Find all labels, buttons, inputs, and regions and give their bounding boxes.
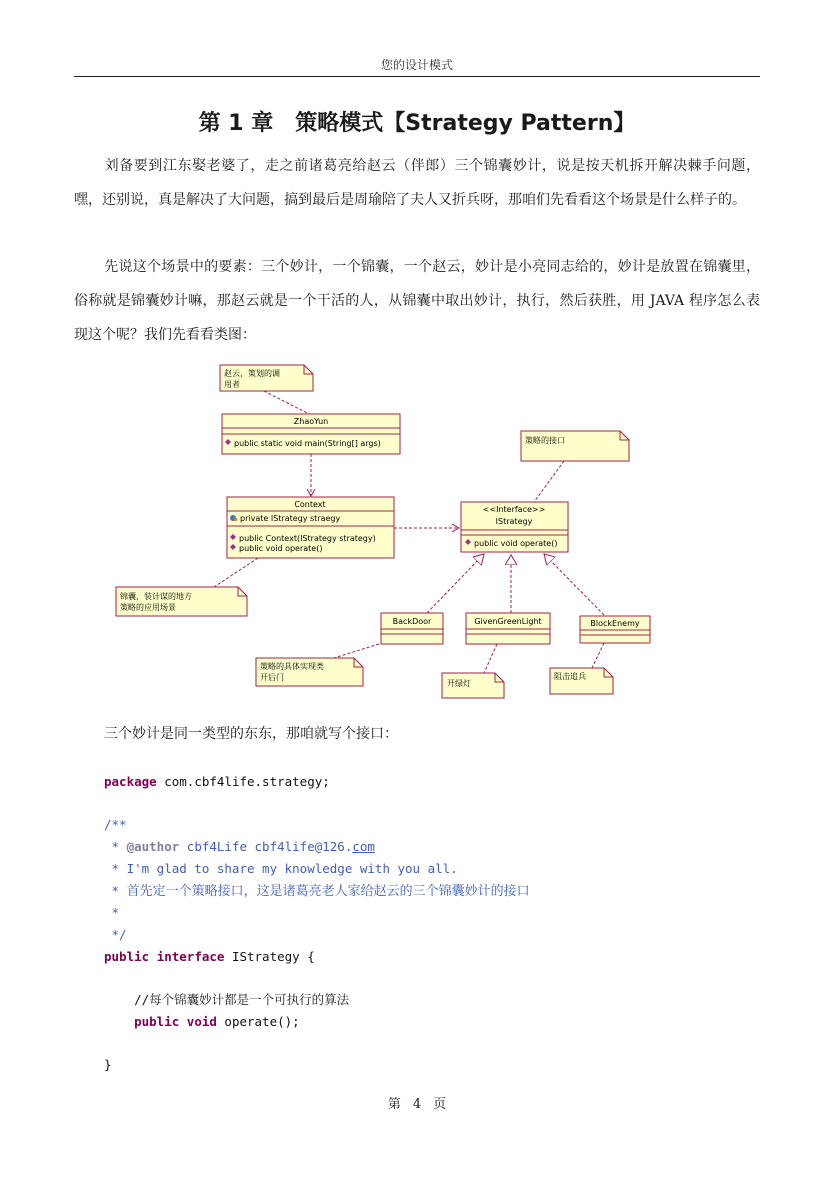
code-line-share: * I'm glad to share my knowledge with you all.: [104, 861, 458, 876]
footer-ye: 页: [433, 1097, 447, 1112]
realize-blockenemy: [544, 554, 604, 615]
code-line-comment-open: /**: [104, 817, 127, 832]
note-zhaoyun-link: [264, 391, 309, 414]
page-number: 4: [412, 1097, 422, 1112]
code-line-star: *: [104, 905, 120, 920]
note-interface-text: 策略的接口: [525, 436, 565, 445]
note-block-link: [592, 643, 604, 668]
page-footer: [0, 1093, 834, 1112]
paragraph-interface-text: 三个妙计是同一类型的东东，那咱就写个接口：: [104, 726, 398, 742]
header-rule: [74, 76, 760, 77]
note-backdoor: [256, 658, 363, 686]
code-line-comment-close: */: [104, 927, 127, 942]
code-text: *: [104, 883, 127, 898]
note-zhaoyun: [220, 365, 313, 391]
uml-class-diagram: [104, 355, 664, 707]
class-backdoor: [381, 613, 443, 644]
code-keyword: package: [104, 774, 157, 789]
class-context-method-1: public Context(IStrategy strategy): [239, 534, 376, 543]
note-backdoor-link: [334, 644, 379, 658]
class-givengreenlight: [466, 613, 550, 644]
class-zhaoyun-method: public static void main(String[] args): [234, 439, 381, 448]
class-context-attr: private IStrategy straegy: [240, 514, 341, 523]
note-interface: [521, 431, 629, 461]
note-interface-link: [534, 461, 564, 502]
class-context-method-2: public void operate(): [239, 544, 323, 553]
note-zhaoyun-line1: 赵云，策划的调: [224, 369, 280, 378]
code-line-close-brace: }: [104, 1057, 112, 1072]
class-zhaoyun: [222, 414, 400, 454]
code-line-interface-decl: [104, 947, 315, 967]
class-givengreenlight-name: GivenGreenLight: [474, 617, 542, 626]
note-context: [116, 587, 247, 616]
paragraph-intro: [74, 149, 760, 217]
code-line-package: [104, 772, 330, 792]
class-context-name: Context: [294, 500, 326, 509]
code-text: cbf4Life cbf4life@126.: [179, 839, 353, 854]
note-green: [442, 673, 504, 698]
chapter-title: 第 1 章 策略模式【Strategy Pattern】: [198, 111, 636, 136]
code-text: //: [104, 992, 150, 1007]
private-lock-icon: [234, 518, 237, 521]
realize-backdoor: [427, 554, 484, 613]
page-header: 您的设计模式: [380, 58, 453, 72]
code-keyword: public: [104, 949, 150, 964]
note-context-line2: 策略的应用场景: [120, 603, 176, 612]
note-zhaoyun-line2: 用者: [224, 380, 240, 389]
code-line-author: [104, 837, 375, 857]
class-context: [227, 497, 394, 558]
code-line-chinese-comment: [104, 881, 530, 901]
note-context-line1: 锦囊，装计谋的地方: [120, 592, 192, 601]
code-text: com.cbf4life.strategy;: [156, 774, 330, 789]
code-link: com: [352, 839, 375, 854]
class-zhaoyun-name: ZhaoYun: [293, 417, 329, 426]
code-text: IStrategy {: [224, 949, 315, 964]
class-blockenemy: [580, 616, 650, 643]
paragraph-elements-text: 先说这个场景中的要素：三个妙计，一个锦囊，一个赵云，妙计是小亮同志给的，妙计是放置在锦囊里，俗称就是锦囊妙计嘛，那赵云就是一个干活的人，从锦囊中取出妙计，执行，然后获胜，用 JAVA 程序怎么表现这个呢？我们先看看类图：: [74, 259, 760, 343]
paragraph-intro-text: 刘备要到江东娶老婆了，走之前诸葛亮给赵云（伴郎）三个锦囊妙计，说是按天机拆开解决棘手问题，嘿，还别说，真是解决了大问题，搞到最后是周瑜陪了夫人又折兵呀，那咱们先看看这个场景是什么样子的。: [74, 158, 760, 208]
paragraph-elements: [74, 250, 760, 352]
code-javadoc-tag: @author: [126, 839, 180, 854]
code-keyword: void: [186, 1014, 217, 1029]
class-backdoor-name: BackDoor: [392, 617, 432, 626]
class-blockenemy-name: BlockEnemy: [590, 619, 640, 628]
code-line-method: [104, 1012, 300, 1032]
code-keyword: public: [134, 1014, 180, 1029]
code-keyword: interface: [156, 949, 225, 964]
code-text: operate();: [216, 1014, 300, 1029]
interface-stereotype: <<Interface>>: [482, 505, 546, 514]
code-line-method-comment: [104, 990, 349, 1010]
note-backdoor-line2: 开后门: [260, 673, 284, 682]
interface-name: IStrategy: [495, 517, 533, 526]
code-text: 首先定一个策略接口，这是诸葛亮老人家给赵云的三个锦囊妙计的接口: [126, 884, 530, 899]
code-text: *: [104, 839, 127, 854]
note-block: [550, 668, 613, 694]
note-context-link: [214, 558, 258, 587]
note-green-link: [484, 644, 497, 673]
code-text: 每个锦囊妙计都是一个可执行的算法: [149, 992, 350, 1007]
note-backdoor-line1: 策略的具体实现类: [260, 662, 324, 671]
interface-method: public void operate(): [474, 539, 558, 548]
note-block-text: 阻击追兵: [554, 672, 586, 681]
paragraph-interface: [74, 717, 760, 751]
interface-istrategy: [461, 502, 568, 552]
note-green-text: 开绿灯: [447, 679, 471, 688]
footer-di: 第: [387, 1097, 401, 1112]
